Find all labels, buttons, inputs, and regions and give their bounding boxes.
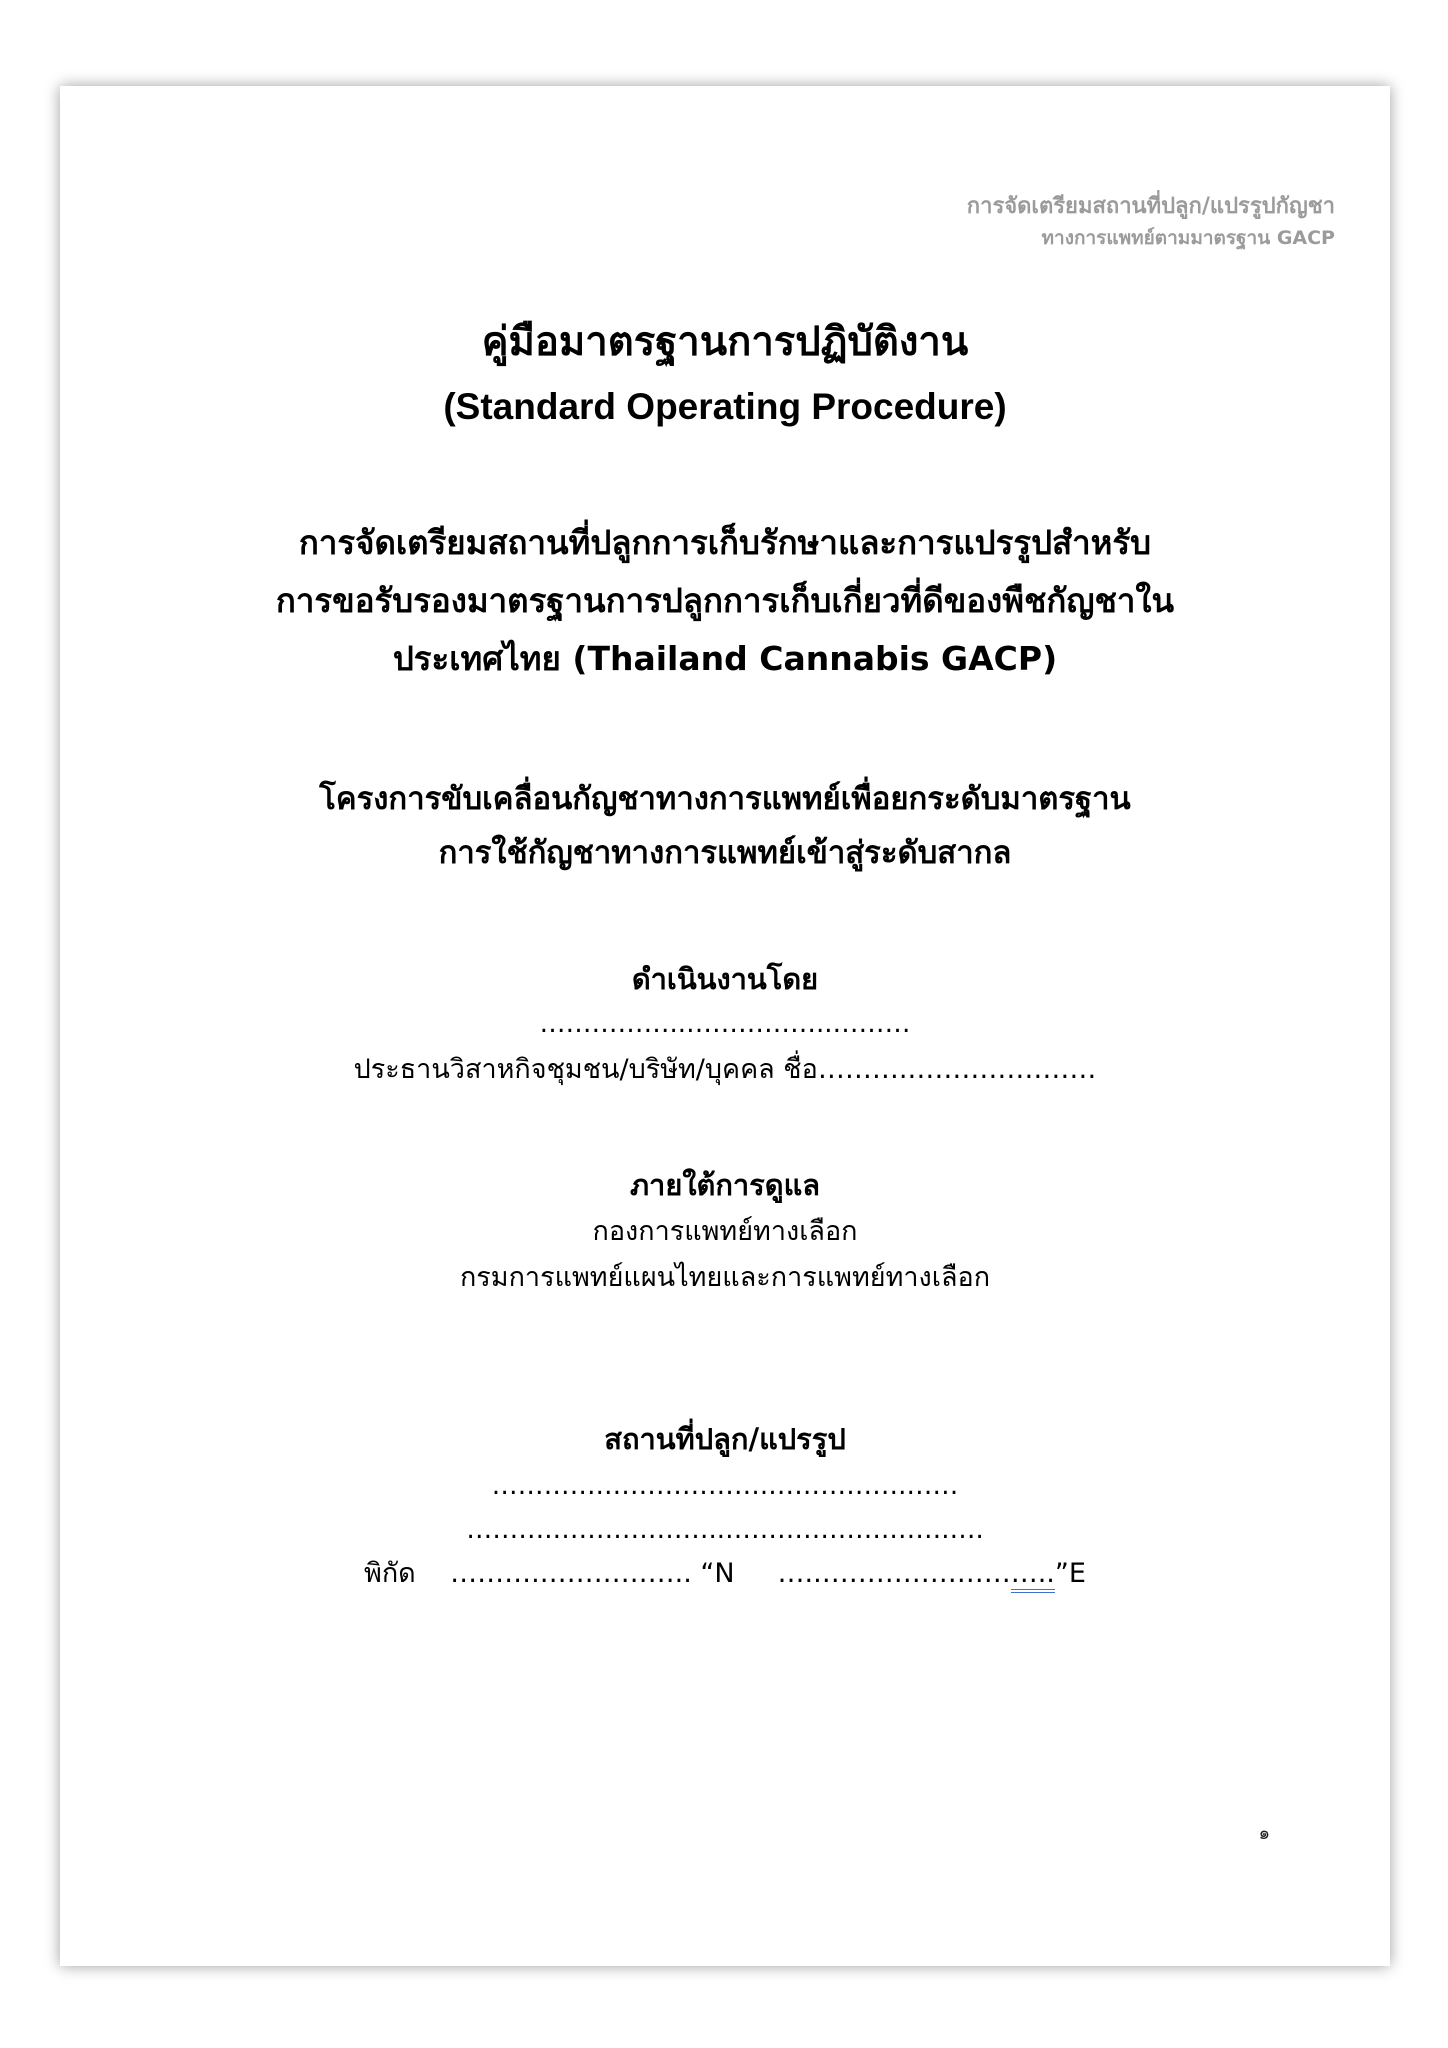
site-dots-2: ……….………………..……………….…….…. [466,1515,984,1545]
coord-label: พิกัด [364,1558,416,1589]
header-line-1: การจัดเตรียมสถานที่ปลูก/แปรรูปกัญชา [966,194,1335,219]
title-english: (Standard Operating Procedure) [443,386,1007,427]
page-number: ๑ [1258,1823,1270,1844]
operated-by-dots: ……………..……………..……… [539,1009,911,1039]
coord-lon-dots: …..………………… [777,1558,1011,1589]
header-line-2: ทางการแพทย์ตามมาตรฐาน GACP [1041,227,1335,249]
coord-lon-tail: ….. [1011,1558,1055,1593]
coord-lat-dots: ……….…………….. [450,1558,701,1589]
coordinates-line [60,1552,1390,1596]
running-header [967,190,1335,252]
project-block [60,772,1390,880]
title-thai: คู่มือมาตรฐานการปฏิบัติงาน [481,319,969,365]
operated-by-heading: ดำเนินงานโดย [631,962,819,996]
operated-by-name-line: ประธานวิสาหกิจชุมชน/บริษัท/บุคคล ชื่อ……….………………… [353,1054,1097,1085]
subject-line-1: การจัดเตรียมสถานที่ปลูกการเก็บรักษาและการแปรรูปสำหรับ [298,523,1152,562]
project-line-1: โครงการขับเคลื่อนกัญชาทางการแพทย์เพื่อยกระดับมาตรฐาน [319,781,1131,817]
subject-line-3: ประเทศไทย (Thailand Cannabis GACP) [392,639,1058,678]
site-heading: สถานที่ปลูก/แปรรูป [604,1422,846,1456]
document-page [60,86,1390,1966]
supervision-line-1: กองการแพทย์ทางเลือก [592,1216,858,1247]
supervision-heading: ภายใต้การดูแล [629,1168,821,1202]
subject-line-2: การขอรับรองมาตรฐานการปลูกการเก็บเกี่ยวที่ดีของพืชกัญชาใน [275,581,1175,620]
subject-block [60,514,1390,688]
project-line-2: การใช้กัญชาทางการแพทย์เข้าสู่ระดับสากล [438,835,1012,871]
coord-lon-unit: ”E [1054,1558,1086,1589]
supervision-line-2: กรมการแพทย์แผนไทยและการแพทย์ทางเลือก [459,1262,991,1293]
site-dots-1: ………….……………….…………….…… [491,1471,959,1501]
coord-lat-unit: “N [700,1558,735,1589]
